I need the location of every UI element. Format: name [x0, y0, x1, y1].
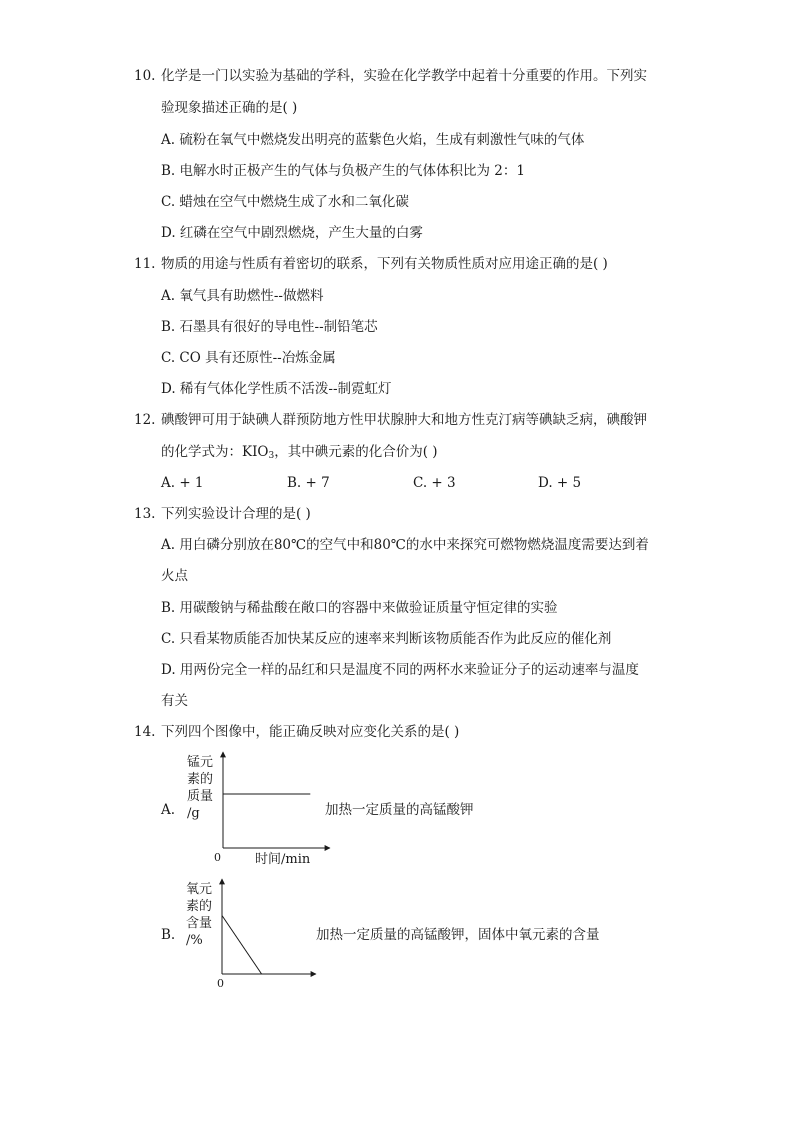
- graph-b-origin: 0: [217, 977, 224, 990]
- question-12-option-b: B. + 7: [287, 475, 330, 491]
- graph-b-ylabel-line-4: /%: [186, 933, 203, 948]
- graph-a-ylabel-line-2: 素的: [187, 772, 214, 787]
- question-13-stem-line-1: 下列实验设计合理的是( ): [161, 506, 311, 522]
- graph-b-ylabel-line-1: 氧元: [186, 882, 213, 897]
- question-14-option-a-description: 加热一定质量的高锰酸钾: [325, 802, 474, 818]
- question-12-formula-subscript: 3: [268, 451, 275, 461]
- question-14-option-b-description: 加热一定质量的高锰酸钾，固体中氧元素的含量: [316, 927, 600, 943]
- question-12-option-c: C. + 3: [413, 475, 456, 491]
- question-13-option-d-line-2: 有关: [161, 693, 188, 709]
- question-14-number: 14.: [134, 724, 156, 740]
- question-10-option-a: A. 硫粉在氧气中燃烧发出明亮的蓝紫色火焰，生成有刺激性气味的气体: [161, 132, 585, 148]
- question-14-option-b-label: B.: [161, 927, 176, 943]
- question-13-option-a-line-2: 火点: [161, 568, 188, 584]
- question-12-formula-prefix: 的化学式为：KIO: [161, 444, 269, 460]
- question-14-stem-line-1: 下列四个图像中，能正确反映对应变化关系的是( ): [161, 724, 460, 740]
- question-12-stem-line-1: 碘酸钾可用于缺碘人群预防地方性甲状腺肿大和地方性克汀病等碘缺乏病，碘酸钾: [161, 412, 647, 428]
- graph-a-ylabel-line-3: 质量: [187, 789, 214, 804]
- graph-a-ylabel-line-1: 锰元: [187, 755, 214, 770]
- graph-a-ylabel-line-4: /g: [187, 806, 200, 821]
- graph-b-line: [222, 916, 262, 975]
- question-11-option-b: B. 石墨具有很好的导电性--制铅笔芯: [161, 319, 378, 335]
- question-10-stem-line-2: 验现象描述正确的是( ): [161, 100, 298, 116]
- question-10-option-b: B. 电解水时正极产生的气体与负极产生的气体体积比为 2：1: [161, 163, 525, 179]
- question-11-option-c: C. CO 具有还原性--冶炼金属: [161, 350, 336, 366]
- question-10-number: 10.: [134, 68, 156, 84]
- question-10-option-d: D. 红磷在空气中剧烈燃烧，产生大量的白雾: [161, 225, 423, 241]
- question-14-option-a-label: A.: [161, 802, 176, 818]
- question-11-option-a: A. 氧气具有助燃性--做燃料: [161, 288, 324, 304]
- question-10-option-c: C. 蜡烛在空气中燃烧生成了水和二氧化碳: [161, 194, 409, 210]
- graph-a-origin: 0: [214, 851, 221, 864]
- question-13-option-b: B. 用碳酸钠与稀盐酸在敞口的容器中来做验证质量守恒定律的实验: [161, 600, 558, 616]
- question-12-option-a: A. + 1: [161, 475, 204, 491]
- question-12-formula-suffix: ，其中碘元素的化合价为( ): [274, 444, 438, 460]
- question-13-option-d-line-1: D. 用两份完全一样的品红和只是温度不同的两杯水来验证分子的运动速率与温度: [161, 662, 639, 678]
- graph-b-ylabel-line-3: 含量: [186, 916, 213, 931]
- question-10-stem-line-1: 化学是一门以实验为基础的学科，实验在化学教学中起着十分重要的作用。下列实: [161, 68, 647, 84]
- question-12-number: 12.: [134, 412, 156, 428]
- question-11-stem-line-1: 物质的用途与性质有着密切的联系，下列有关物质性质对应用途正确的是( ): [161, 256, 608, 272]
- question-11-option-d: D. 稀有气体化学性质不活泼--制霓虹灯: [161, 381, 392, 397]
- question-13-number: 13.: [134, 506, 156, 522]
- graph-b-series-group: [222, 916, 262, 975]
- graph-b-ylabel-line-2: 素的: [186, 899, 213, 914]
- question-13-option-c: C. 只看某物质能否加快某反应的速率来判断该物质能否作为此反应的催化剂: [161, 631, 612, 647]
- question-13-option-a-line-1: A. 用白磷分别放在80℃的空气中和80℃的水中来探究可燃物燃烧温度需要达到着: [161, 537, 649, 553]
- question-12-option-d: D. + 5: [538, 475, 582, 491]
- graph-a-xlabel: 时间/min: [255, 852, 311, 867]
- question-11-number: 11.: [134, 256, 156, 272]
